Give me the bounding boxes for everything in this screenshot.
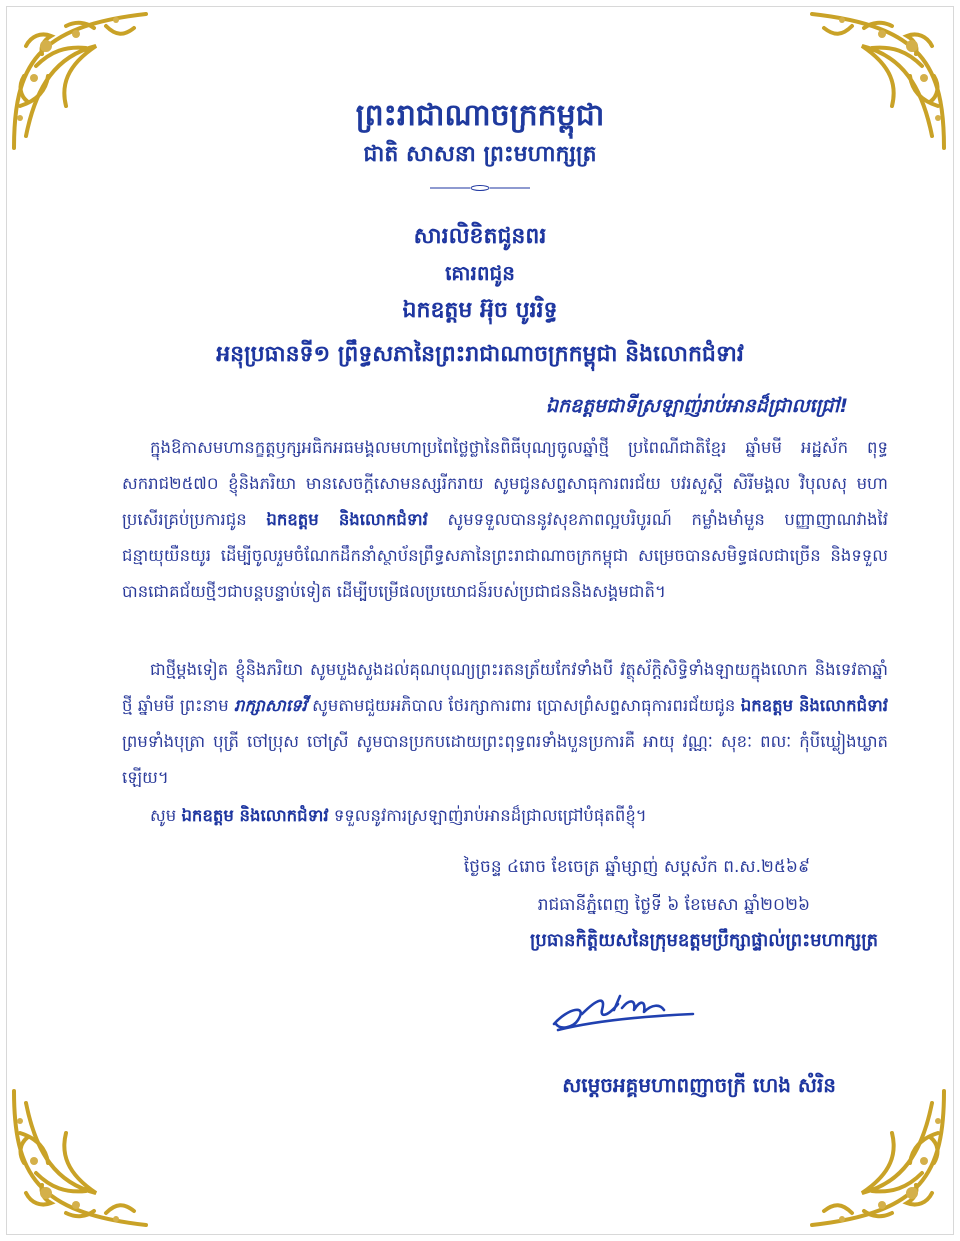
sender-organization: ប្រធានកិត្តិយសនៃក្រុមឧត្តមប្រឹក្សាផ្ទាល់ព្រះមហាក្សត្រ bbox=[530, 930, 878, 951]
ornamental-divider-icon bbox=[430, 185, 530, 191]
paragraph-2 bbox=[122, 652, 888, 796]
paragraph-text: ក្នុងឱកាសមហានក្ខត្តឫក្សអធិកអធមង្គលមហាប្រពៃថ្លៃថ្លានៃពិធីបុណ្យចូលឆ្នាំថ្មី ប្រពៃណីជាតិខ្មែរ ឆ្នាំមមី អដ្ឋស័ក ពុទ្ធសករាជ២៥៧០ ខ្ញុំនិងភរិយា មានសេចក្តីសោមនស្សរីករាយ សូមជូនសព្ទសាធុការពរជ័យ បវរសួស្តី សិរីមង្គល វិបុលសុ មហាប្រសើរគ្រប់ប្រការជូន bbox=[122, 438, 888, 529]
paragraph-text: ព្រមទាំងបុត្រា បុត្រី ចៅប្រុស ចៅស្រី សូមបានប្រកបដោយព្រះពុទ្ធពរទាំងបួនប្រការគឺ អាយុ វណ្ណៈ សុខៈ ពលៈ កុំបីឃ្លៀងឃ្លាតឡើយ។ bbox=[122, 732, 888, 787]
paragraph-text: សូម bbox=[150, 806, 177, 825]
paragraph-1 bbox=[122, 430, 888, 610]
paragraph-text: សូមទទួលបាននូវសុខភាពល្អបរិបូរណ៍ កម្លាំងមាំមួន បញ្ញាញាណវាងវៃ ជន្មាយុយឺនយូរ ដើម្បីចូលរួមចំណែកដឹកនាំស្ថាប័នព្រឹទ្ធសភានៃព្រះរាជាណាចក្រកម្ពុជា សម្រេចបានសមិទ្ធផលជាច្រើន និងទទួលបានជោគជ័យថ្មីៗជាបន្តបន្ទាប់ទៀត ដើម្បីបម្រើផលប្រយោជន៍របស់ប្រជាជននិងសង្គមជាតិ។ bbox=[122, 510, 889, 601]
paragraph-text: ជាថ្មីម្តងទៀត ខ្ញុំនិងភរិយា សូមបួងសួងដល់គុណបុណ្យព្រះរតនត្រ័យកែវទាំងបី វត្ថុស័ក្តិសិទ្ធិទាំងឡាយក្នុងលោក និងទេវតាឆ្នាំថ្មី ឆ្នាំមមី ព្រះនាម bbox=[122, 660, 888, 715]
kingdom-heading: ព្រះរាជាណាចក្រកម្ពុជា bbox=[355, 98, 605, 133]
paragraph-bold-text: ឯកឧត្តម និងលោកជំទាវ bbox=[266, 510, 428, 529]
paragraph-bold-text: រាក្សាសាទេវី bbox=[234, 696, 307, 715]
paragraph-bold-text: ឯកឧត្តម និងលោកជំទាវ bbox=[740, 696, 888, 715]
corner-ornament-icon bbox=[6, 1083, 156, 1233]
solar-date: រាជធានីភ្នំពេញ ថ្ងៃទី ៦ ខែមេសា ឆ្នាំ២០២៦ bbox=[537, 895, 810, 915]
paragraph-bold-text: ឯកឧត្តម និងលោកជំទាវ bbox=[181, 806, 329, 825]
paragraph-text: សូមតាមជួយអភិបាល ថែរក្សាការពារ ប្រោសព្រំសព្ទសាធុការពរជ័យជូន bbox=[312, 696, 736, 715]
signer-name: សម្តេចអគ្គមហាពញាចក្រី ហេង សំរិន bbox=[562, 1073, 836, 1097]
lunar-date: ថ្ងៃចន្ទ ៤រោច ខែចេត្រ ឆ្នាំម្សាញ់ សប្តស័ក ព.ស.២៥៦៩ bbox=[463, 857, 810, 877]
signature-icon bbox=[548, 990, 698, 1040]
respectfully-to-label: គោរពជូន bbox=[445, 261, 515, 285]
recipient-position: អនុប្រធានទី១ ព្រឹទ្ធសភានៃព្រះរាជាណាចក្រកម្ពុជា និងលោកជំទាវ bbox=[216, 342, 744, 367]
corner-ornament-icon bbox=[802, 1083, 952, 1233]
paragraph-text: ទទួលនូវការស្រឡាញ់រាប់អានដ៏ជ្រាលជ្រៅបំផុតពីខ្ញុំ។ bbox=[333, 806, 647, 825]
letter-type-title: សារលិខិតជូនពរ bbox=[413, 224, 547, 249]
motto-heading: ជាតិ សាសនា ព្រះមហាក្សត្រ bbox=[363, 142, 597, 167]
salutation: ឯកឧត្តមជាទីស្រឡាញ់រាប់អានដ៏ជ្រាលជ្រៅ! bbox=[545, 395, 848, 417]
paragraph-3 bbox=[122, 798, 888, 834]
recipient-name: ឯកឧត្តម អ៊ុច បូររិទ្ធ bbox=[402, 298, 558, 323]
